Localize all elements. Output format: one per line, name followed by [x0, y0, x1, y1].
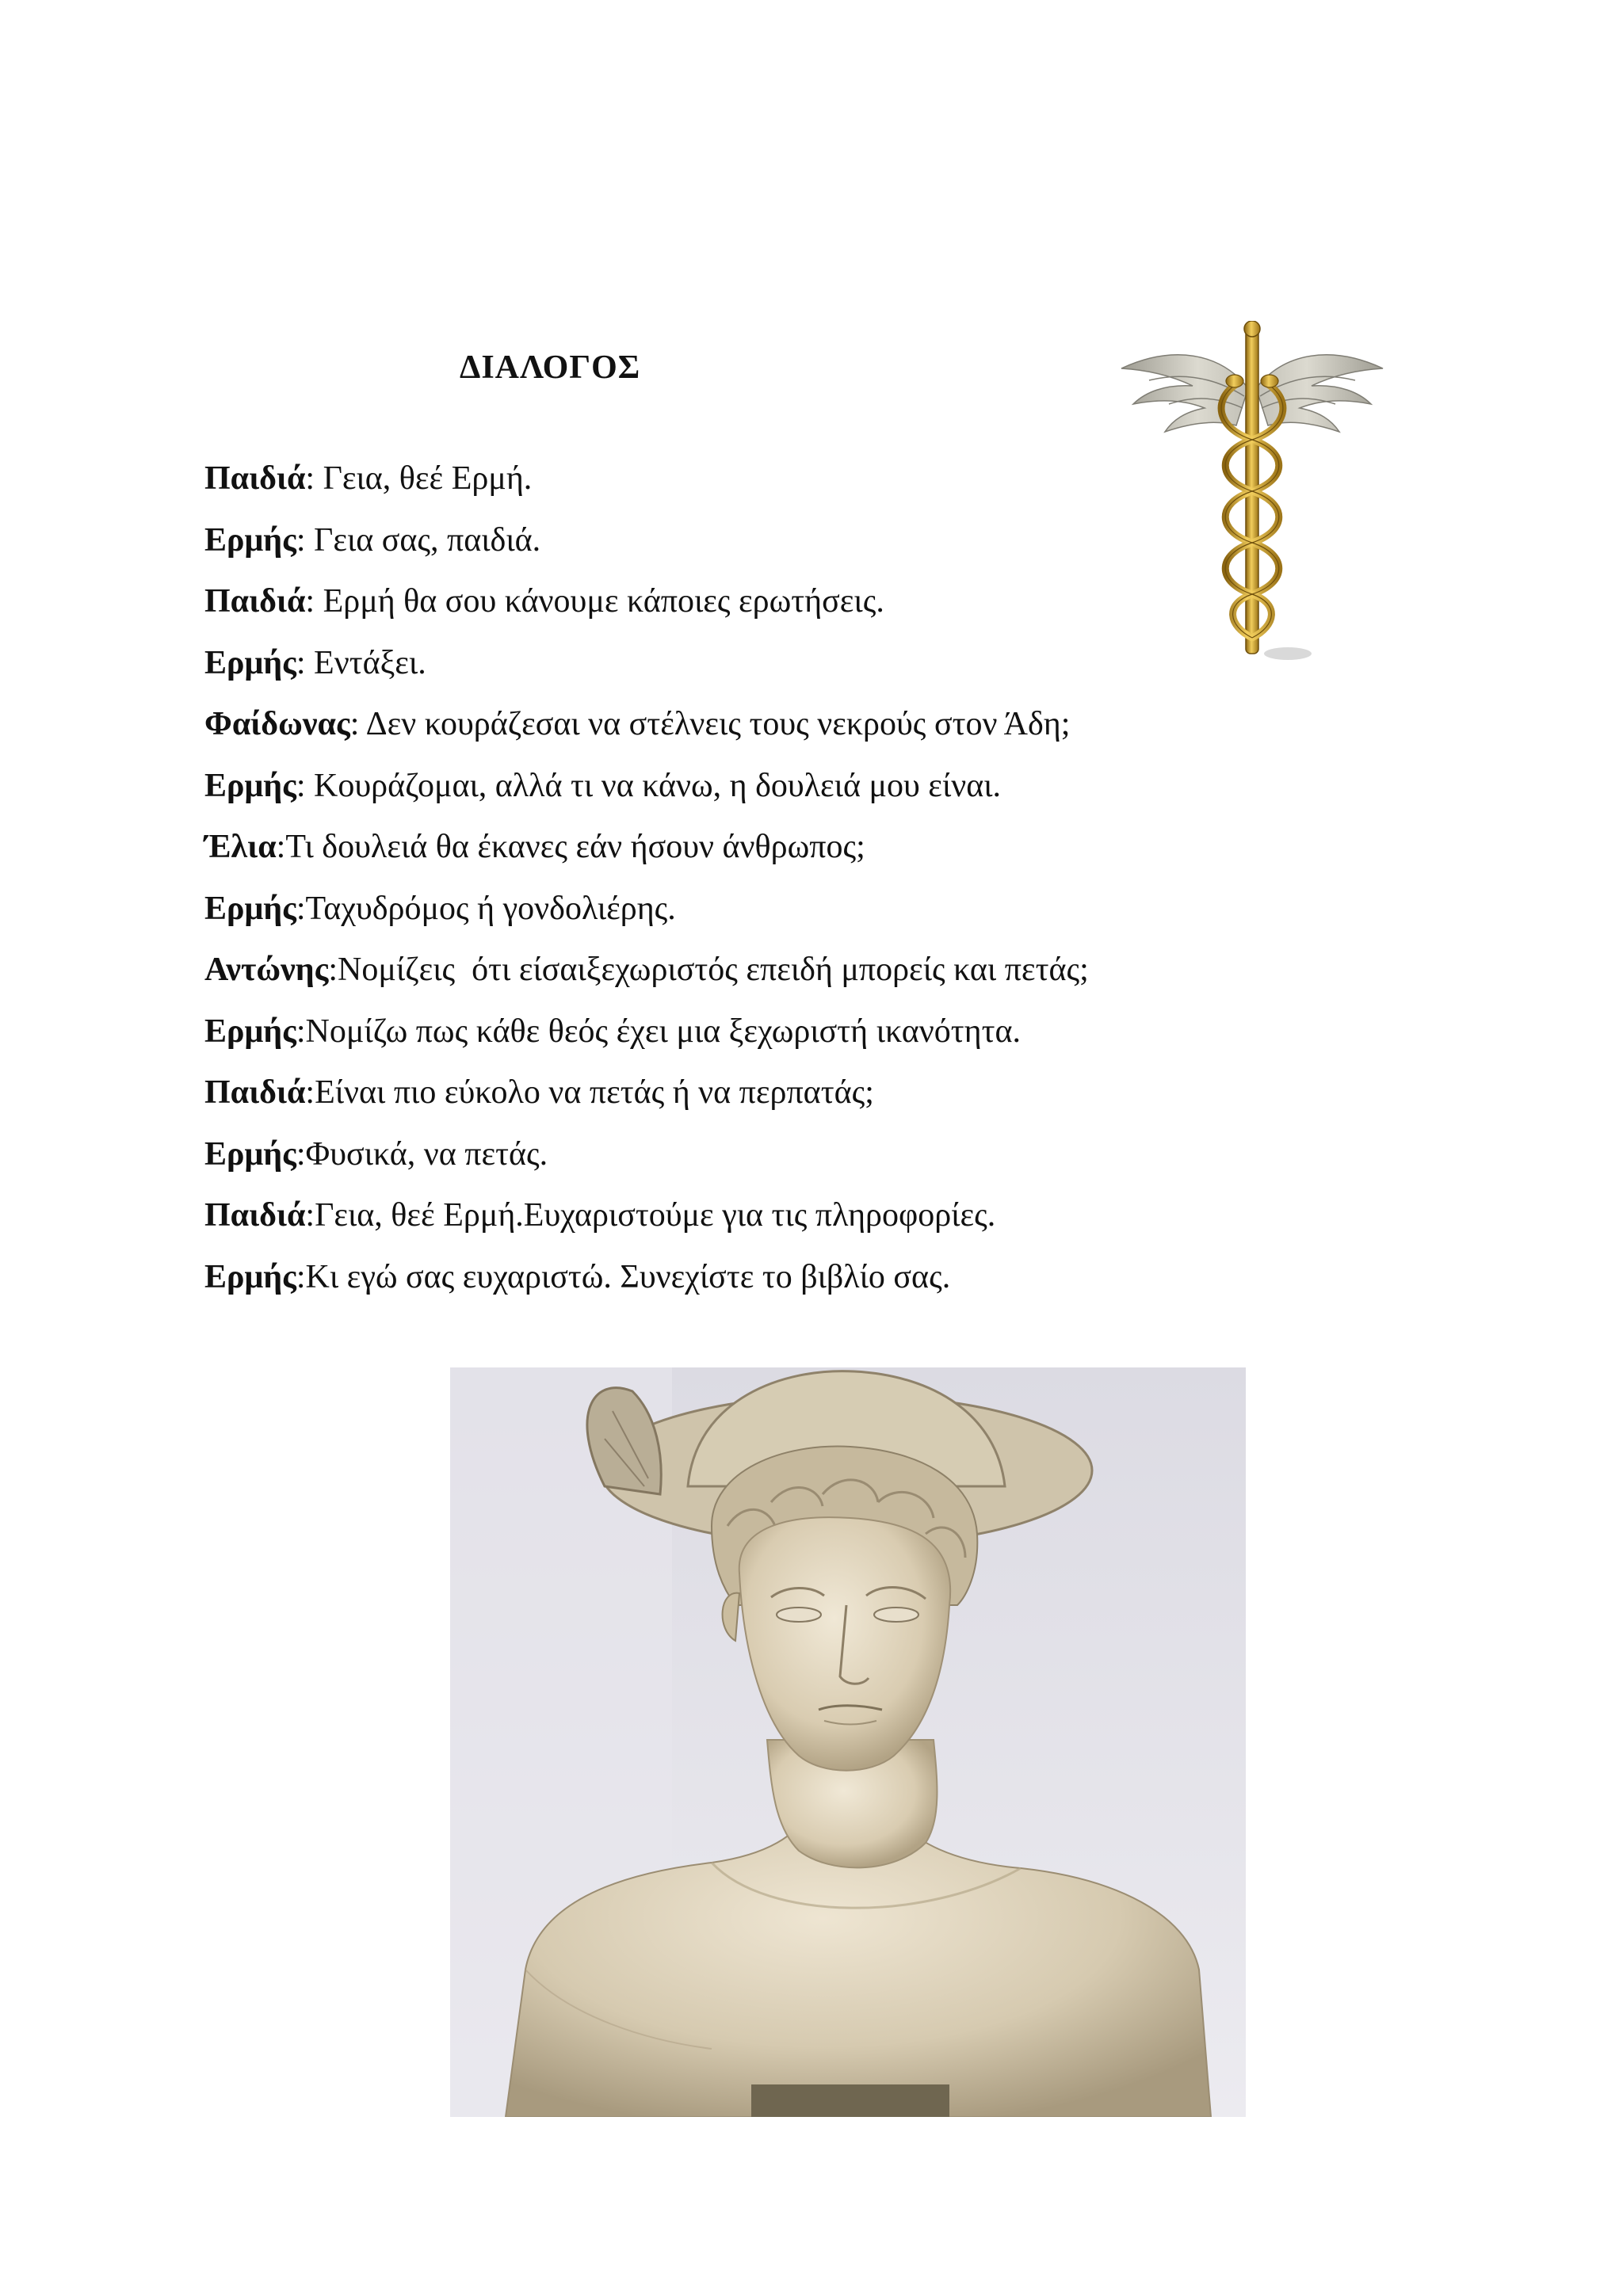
speaker-separator: : [296, 521, 315, 559]
speaker-name: Παιδιά [204, 460, 306, 497]
dialogue-text: Γεια, θεέ Ερμή.Ευχαριστούμε για τις πληροφορίες. [315, 1197, 996, 1234]
speaker-name: Έλια [204, 829, 277, 865]
dialogue-line [204, 817, 1441, 879]
speaker-separator: : [296, 1135, 306, 1173]
speaker-separator: : [328, 952, 338, 988]
document-title: ΔΙΑΛΟΓΟΣ [460, 349, 641, 386]
speaker-name: Ερμής [204, 644, 296, 681]
dialogue-text: Φυσικά, να πετάς. [305, 1135, 548, 1173]
dialogue-line [204, 1247, 1441, 1309]
speaker-name: Αντώνης [204, 952, 329, 988]
dialogue-line [204, 510, 1441, 572]
speaker-separator: : [296, 644, 315, 681]
dialogue-text: Κουράζομαι, αλλά τι να κάνω, η δουλειά μου είναι. [314, 767, 1002, 804]
dialogue-line [204, 633, 1441, 695]
dialogue-text: Είναι πιο εύκολο να πετάς ή να περπατάς; [315, 1074, 874, 1111]
speaker-separator: : [296, 1013, 306, 1050]
speaker-name: Παιδιά [204, 583, 306, 620]
speaker-separator: : [276, 829, 286, 865]
dialogue-text: Εντάξει. [314, 644, 426, 681]
speaker-separator: : [296, 1258, 306, 1295]
speaker-separator: : [305, 1197, 315, 1234]
speaker-name: Ερμής [204, 521, 296, 559]
dialogue-text: Ερμή θα σου κάνουμε κάποιες ερωτήσεις. [323, 583, 884, 620]
speaker-separator: : [296, 890, 306, 927]
dialogue-line [204, 694, 1441, 756]
speaker-name: Ερμής [204, 1135, 296, 1173]
dialogue-text: Νομίζεις ότι είσαιξεχωριστός επειδή μπορείς και πετάς; [338, 952, 1089, 988]
dialogue-line [204, 879, 1441, 940]
dialogue-list [204, 448, 1441, 1308]
dialogue-text: Δεν κουράζεσαι να στέλνεις τους νεκρούς στον Άδη; [365, 706, 1071, 742]
speaker-name: Ερμής [204, 1013, 296, 1050]
dialogue-line [204, 1185, 1441, 1247]
speaker-separator: : [349, 706, 366, 742]
dialogue-line [204, 448, 1441, 510]
dialogue-text: Τι δουλειά θα έκανες εάν ήσουν άνθρωπος; [285, 829, 865, 865]
speaker-separator: : [305, 583, 323, 620]
dialogue-line [204, 571, 1441, 633]
speaker-name: Ερμής [204, 767, 296, 804]
speaker-name: Παιδιά [204, 1074, 306, 1111]
dialogue-line [204, 1001, 1441, 1063]
speaker-name: Ερμής [204, 890, 296, 927]
speaker-separator: : [305, 1074, 315, 1111]
dialogue-text: Γεια, θεέ Ερμή. [323, 460, 533, 497]
dialogue-line [204, 940, 1441, 1001]
speaker-name: Παιδιά [204, 1197, 306, 1234]
speaker-name: Φαίδωνας [204, 706, 350, 742]
dialogue-text: Γεια σας, παιδιά. [314, 521, 541, 559]
dialogue-text: Νομίζω πως κάθε θεός έχει μια ξεχωριστή ικανότητα. [305, 1013, 1021, 1050]
speaker-name: Ερμής [204, 1258, 296, 1295]
dialogue-text: Κι εγώ σας ευχαριστώ. Συνεχίστε το βιβλίο σας. [305, 1258, 951, 1295]
speaker-separator: : [296, 767, 315, 804]
dialogue-text: Ταχυδρόμος ή γονδολιέρης. [305, 890, 676, 927]
dialogue-line [204, 1124, 1441, 1186]
hermes-bust-photo [450, 1367, 1246, 2117]
speaker-separator: : [305, 460, 323, 497]
dialogue-line [204, 756, 1441, 818]
dialogue-line [204, 1062, 1441, 1124]
